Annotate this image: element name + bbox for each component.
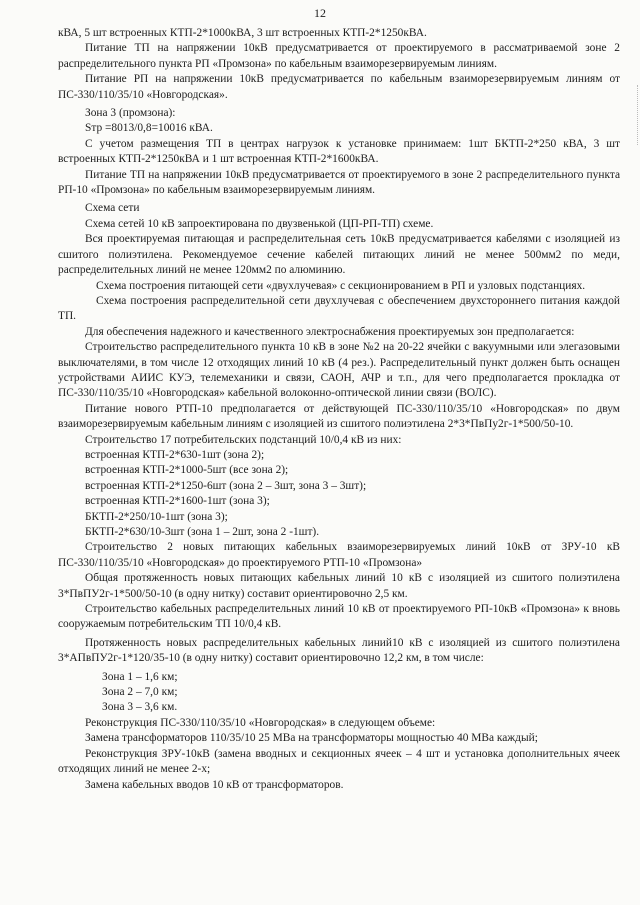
paragraph: Схема построения питающей сети «двухлучевая» с секционированием в РП и узловых подстанциях. [96, 279, 586, 292]
paragraph: встроенная КТП-2*1600-1шт (зона 3); [85, 495, 270, 508]
paragraph: Питание ТП на напряжении 10кВ предусматривается от проектируемого в рассматриваемой зоне 2 распределительного пункта РП «Промзона» по кабельным взаиморезервируемым линиям. [58, 42, 620, 70]
document-body [58, 26, 620, 793]
paragraph: Схема построения распределительной сети двухлучевая с обеспечением двухстороннего питания каждой ТП. [58, 294, 620, 323]
paragraph: встроенная КТП-2*630-1шт (зона 2); [85, 448, 265, 461]
paragraph: Питание ТП на напряжении 10кВ предусматривается от проектируемого в зоне 2 распределительного пункта РП-10 «Промзона» по кабельным взаиморезервируемым линиям. [58, 168, 620, 197]
paragraph: Зона 2 – 7,0 км; [102, 686, 178, 699]
paragraph: Протяженность новых распределительных кабельных линий10 кВ с изоляцией из сшитого полиэтилена 3*АПвПУ2г-1*120/35-10 (в одну нитку) составит ориентировочно 12,2 км, в том числе: [58, 636, 620, 665]
paragraph: Питание РП на напряжении 10кВ предусматривается по кабельным взаиморезервируемым линиям от ПС-330/110/35/10 «Новгородская». [58, 73, 620, 101]
paragraph: встроенная КТП-2*1000-5шт (все зона 2); [85, 464, 289, 477]
paragraph: Зона 3 – 3,6 км. [102, 701, 178, 714]
paragraph: Реконструкция ЗРУ-10кВ (замена вводных и секционных ячеек – 4 шт и установка дополнительных ячеек отходящих линий не менее 2-х; [58, 747, 620, 776]
paragraph: БКТП-2*250/10-1шт (зона 3); [85, 510, 228, 523]
paragraph: Замена кабельных вводов 10 кВ от трансформаторов. [85, 778, 344, 791]
paragraph: Строительство кабельных распределительных линий 10 кВ от проектируемого РП-10кВ «Промзона» к вновь сооружаемым потребительским ТП 10/0,4 кВ. [58, 603, 620, 631]
paragraph: Зона 3 (промзона): [85, 107, 176, 120]
paragraph: БКТП-2*630/10-3шт (зона 1 – 2шт, зона 2 -1шт). [85, 526, 320, 538]
paragraph: Замена трансформаторов 110/35/10 25 МВа на трансформаторы мощностью 40 МВа каждый; [85, 732, 538, 745]
paragraph: Реконструкция ПС-330/110/35/10 «Новгородская» в следующем объеме: [85, 716, 436, 729]
paragraph: Sтр =8013/0,8=10016 кВА. [85, 122, 213, 135]
paragraph: Для обеспечения надежного и качественного электроснабжения проектируемых зон предполагается: [85, 325, 575, 338]
paragraph: встроенная КТП-2*1250-6шт (зона 2 – 3шт, зона 3 – 3шт); [85, 479, 367, 492]
paragraph: Вся проектируемая питающая и распределительная сеть 10кВ предусматривается кабелями с изоляцией из сшитого полиэтилена. Рекомендуемое сечение кабелей питающих линий не менее 500мм2 по меди, распределительных линий не менее 120мм2 по алюминию. [58, 233, 620, 277]
scan-edge-mark [635, 85, 638, 145]
paragraph: Зона 1 – 1,6 км; [102, 670, 178, 683]
paragraph: кВА, 5 шт встроенных КТП-2*1000кВА, 3 шт встроенных КТП-2*1250кВА. [58, 27, 427, 39]
paragraph: С учетом размещения ТП в центрах нагрузок к установке принимаем: 1шт БКТП-2*250 кВА, 3 шт встроенных КТП-2*1250кВА и 1 шт встроенная КТП-2*1600кВА. [58, 137, 620, 166]
paragraph: Схема сетей 10 кВ запроектирована по двузвенькой (ЦП-РП-ТП) схеме. [85, 217, 434, 230]
paragraph: Строительство 17 потребительских подстанций 10/0,4 кВ из них: [85, 433, 402, 446]
paragraph: Питание нового РТП-10 предполагается от действующей ПС-330/110/35/10 «Новгородская» по двум взаиморезервируемым кабельным линиям с изоляцией из сшитого полиэтилена 2*3*ПвПу2г-1*500/50-10. [58, 402, 620, 431]
paragraph: Общая протяженность новых питающих кабельных линий 10 кВ с изоляцией из сшитого полиэтилена 3*ПвПУ2г-1*500/50-10 (в одну нитку) составит ориентировочно 2,5 км. [58, 572, 620, 600]
paragraph: Строительство распределительного пункта 10 кВ в зоне №2 на 20-22 ячейки с вакуумными или элегазовыми выключателями, в том числе 12 отходящих линий 10 кВ (4 рез.). Распределительный пункт должен быть оснащен устройствами АИИС КУЭ, телемеханики и связи, САОН, АЧР и т.п., для чего предполагается прокладка от ПС-330/110/35/10 «Новгородская» кабельной волоконно-оптической линии связи (ВОЛС). [58, 341, 620, 400]
paragraph: Строительство 2 новых питающих кабельных взаиморезервируемых линий 10кВ от ЗРУ-10 кВ ПС-330/110/35/10 «Новгородская» до проектируемого РТП-10 «Промзона» [58, 541, 620, 569]
paragraph: Схема сети [85, 202, 140, 215]
page-number: 12 [314, 6, 326, 20]
